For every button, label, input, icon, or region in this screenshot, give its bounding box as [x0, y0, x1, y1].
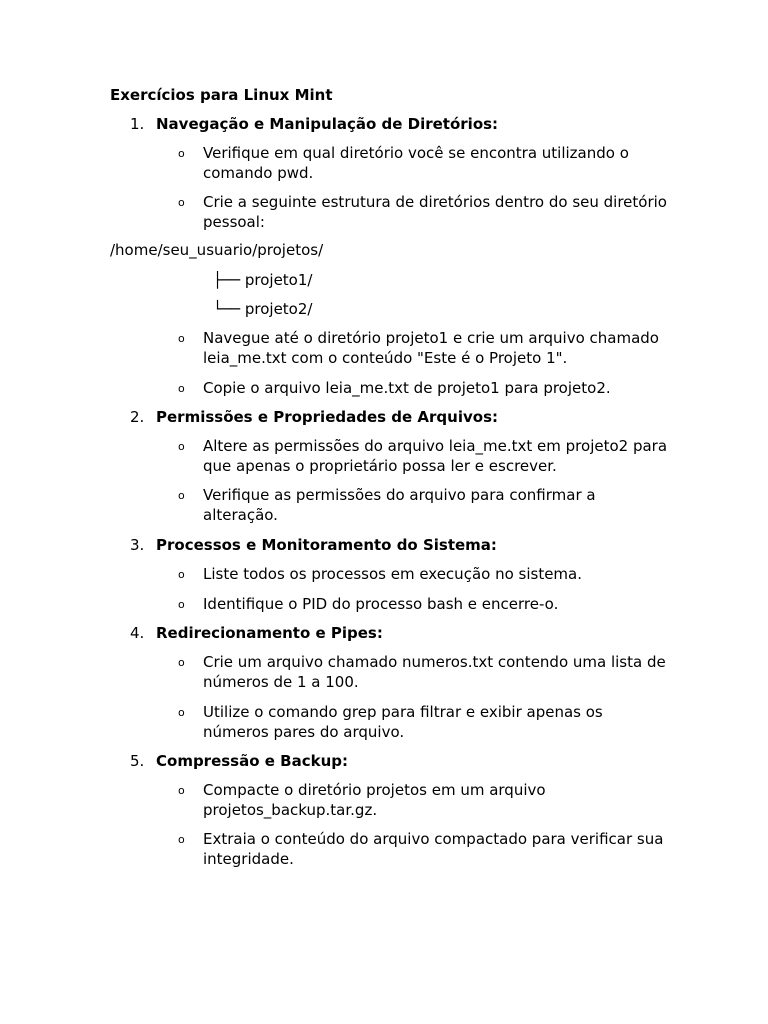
list-item-text: Extraia o conteúdo do arquivo compactado para verificar sua integridade. — [203, 830, 664, 868]
bullet-marker: o — [178, 656, 185, 669]
bullet-marker: o — [178, 833, 185, 846]
section-number: 2. — [130, 408, 145, 426]
list-item-text: Copie o arquivo leia_me.txt de projeto1 para projeto2. — [203, 379, 611, 397]
bullet-marker: o — [178, 332, 185, 345]
list-item-text: Identifique o PID do processo bash e encerre-o. — [203, 595, 559, 613]
section-number: 4. — [130, 624, 145, 642]
section-heading-5 — [130, 751, 348, 771]
list-item-text: Liste todos os processos em execução no sistema. — [203, 565, 583, 583]
list-item — [178, 652, 668, 692]
section-heading-1 — [130, 114, 498, 134]
directory-tree-root: /home/seu_usuario/projetos/ — [110, 241, 324, 259]
list-item-text: Compacte o diretório projetos em um arquivo projetos_backup.tar.gz. — [203, 781, 546, 819]
list-item — [178, 702, 668, 742]
list-item — [178, 485, 668, 525]
section-label: Processos e Monitoramento do Sistema: — [156, 536, 497, 554]
list-item — [178, 192, 668, 232]
section-label: Redirecionamento e Pipes: — [156, 624, 383, 642]
section-number: 5. — [130, 752, 145, 770]
list-item-text: Navegue até o diretório projeto1 e crie um arquivo chamado leia_me.txt com o conteúdo "Este é o Projeto 1". — [203, 329, 659, 367]
bullet-marker: o — [178, 598, 185, 611]
list-item-text: Crie um arquivo chamado numeros.txt contendo uma lista de números de 1 a 100. — [203, 653, 666, 691]
list-item — [178, 829, 668, 869]
section-heading-2 — [130, 407, 498, 427]
section-number: 1. — [130, 115, 145, 133]
list-item-text: Verifique as permissões do arquivo para confirmar a alteração. — [203, 486, 596, 524]
section-heading-4 — [130, 623, 383, 643]
list-item — [178, 780, 668, 820]
document-title: Exercícios para Linux Mint — [110, 86, 333, 104]
list-item-text: Utilize o comando grep para filtrar e exibir apenas os números pares do arquivo. — [203, 703, 603, 741]
section-heading-3 — [130, 535, 497, 555]
section-label: Navegação e Manipulação de Diretórios: — [156, 115, 499, 133]
bullet-marker: o — [178, 489, 185, 502]
list-item — [178, 328, 668, 368]
bullet-marker: o — [178, 147, 185, 160]
section-number: 3. — [130, 536, 145, 554]
bullet-marker: o — [178, 706, 185, 719]
bullet-marker: o — [178, 784, 185, 797]
bullet-marker: o — [178, 382, 185, 395]
bullet-marker: o — [178, 440, 185, 453]
section-label: Permissões e Propriedades de Arquivos: — [156, 408, 498, 426]
list-item — [178, 143, 668, 183]
directory-tree-branch: ├── projeto1/ — [213, 271, 313, 289]
list-item-text: Verifique em qual diretório você se encontra utilizando o comando pwd. — [203, 144, 629, 182]
list-item — [178, 594, 668, 614]
list-item-text: Altere as permissões do arquivo leia_me.txt em projeto2 para que apenas o proprietário possa ler e escrever. — [203, 437, 668, 475]
bullet-marker: o — [178, 196, 185, 209]
section-label: Compressão e Backup: — [156, 752, 348, 770]
list-item — [178, 436, 668, 476]
list-item-text: Crie a seguinte estrutura de diretórios dentro do seu diretório pessoal: — [203, 193, 667, 231]
list-item — [178, 564, 668, 584]
directory-tree-branch: └── projeto2/ — [213, 300, 313, 318]
list-item — [178, 378, 668, 398]
bullet-marker: o — [178, 568, 185, 581]
